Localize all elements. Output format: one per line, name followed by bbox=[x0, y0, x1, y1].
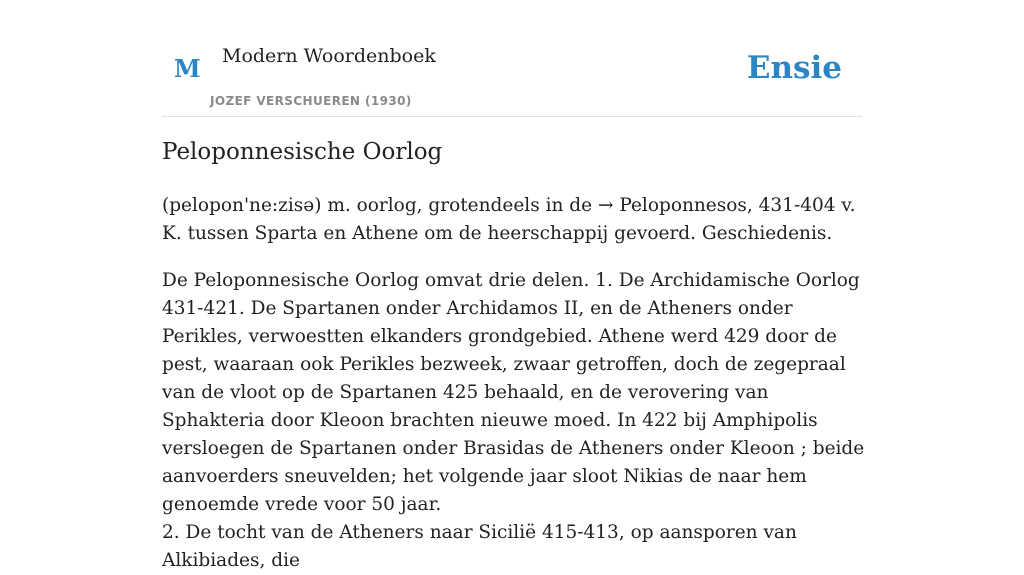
book-title[interactable]: Modern Woordenboek bbox=[222, 45, 436, 67]
site-header bbox=[162, 0, 862, 117]
entry-definition bbox=[162, 192, 867, 248]
definition-text: (pelopon'ne:zisə) m. oorlog, grotendeels in de bbox=[162, 195, 593, 216]
brand-logo[interactable]: Ensie bbox=[746, 50, 842, 86]
definition-text-end: , 431-404 v. K. tussen Sparta en Athene om de heerschappij gevoerd. Geschiedenis. bbox=[162, 195, 856, 244]
history-part1: De Peloponnesische Oorlog omvat drie delen. 1. De Archidamische Oorlog 431-421. De Spartanen onder Archidamos II, en de Atheners onder Perikles, verwoestten elkanders grondgebied. Athene werd 429 door de pest, waaraan ook Perikles bezweek, zwaar getroffen, doch de zegepraal van de vloot op de Spartanen 425 behaald, en de verovering van Sphakteria door Kleoon brachten nieuwe moed. In 422 bij Amphipolis versloegen de Spartanen onder Brasidas de Atheners onder Kleoon ; beide aanvoerders sneuvelden; het volgende jaar sloot Nikias de naar hem genoemde vrede voor 50 jaar. bbox=[162, 270, 865, 515]
crossref-link-peloponnesos[interactable]: → Peloponnesos bbox=[597, 195, 747, 216]
entry-history bbox=[162, 267, 867, 575]
history-part2: 2. De tocht van de Atheners naar Sicilië 415-413, op aansporen van Alkibiades, die bbox=[162, 522, 797, 571]
entry-title: Peloponnesische Oorlog bbox=[162, 139, 443, 165]
book-logo[interactable]: M bbox=[174, 54, 201, 83]
book-author: JOZEF VERSCHUEREN (1930) bbox=[210, 94, 412, 108]
